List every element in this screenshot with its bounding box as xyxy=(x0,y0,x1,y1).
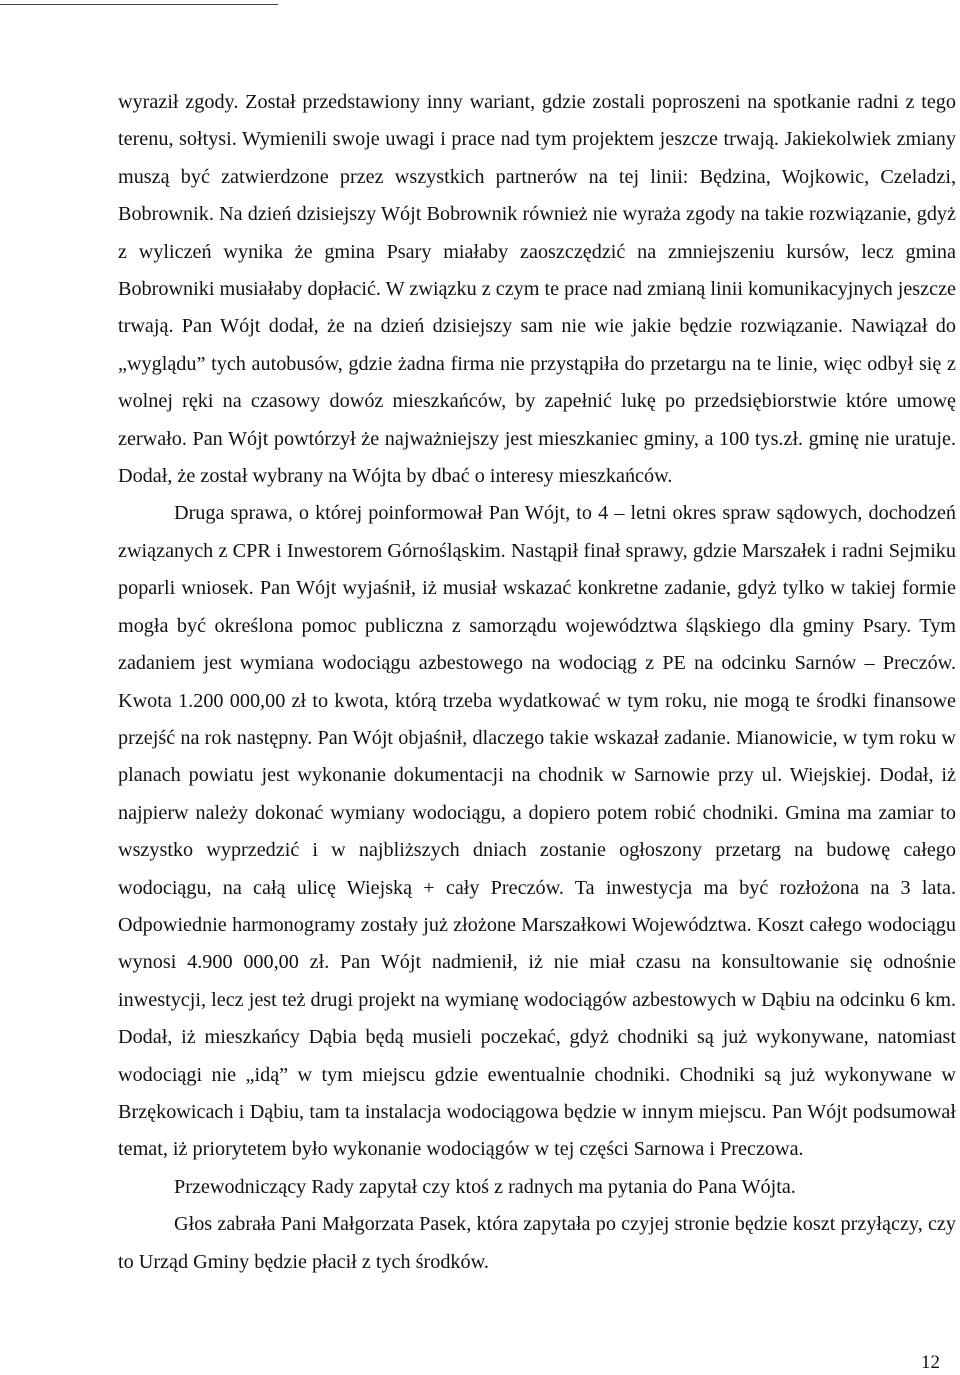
paragraph-2: Druga sprawa, o której poinformował Pan Wójt, to 4 – letni okres spraw sądowych, dochodzeń związanych z CPR i Inwestorem Górnośląskim. Nastąpił finał sprawy, gdzie Marszałek i radni Sejmiku poparli wniosek. Pan Wójt wyjaśnił, iż musiał wskazać konkretne zadanie, gdyż tylko w takiej formie mogła być określona pomoc publiczna z samorządu województwa śląskiego dla gminy Psary. Tym zadaniem jest wymiana wodociągu azbestowego na wodociąg z PE na odcinku Sarnów – Preczów. Kwota 1.200 000,00 zł to kwota, którą trzeba wydatkować w tym roku, nie mogą te środki finansowe przejść na rok następny. Pan Wójt objaśnił, dlaczego takie wskazał zadanie. Mianowicie, w tym roku w planach powiatu jest wykonanie dokumentacji na chodnik w Sarnowie przy ul. Wiejskiej. Dodał, iż najpierw należy dokonać wymiany wodociągu, a dopiero potem robić chodniki. Gmina ma zamiar to wszystko wyprzedzić i w najbliższych dniach zostanie ogłoszony przetarg na budowę całego wodociągu, na całą ulicę Wiejską + cały Preczów. Ta inwestycja ma być rozłożona na 3 lata. Odpowiednie harmonogramy zostały już złożone Marszałkowi Województwa. Koszt całego wodociągu wynosi 4.900 000,00 zł. Pan Wójt nadmienił, iż nie miał czasu na konsultowanie się odnośnie inwestycji, lecz jest też drugi projekt na wymianę wodociągów azbestowych w Dąbiu na odcinku 6 km. Dodał, iż mieszkańcy Dąbia będą musieli poczekać, gdyż chodniki są już wykonywane, natomiast wodociągi nie „idą” w tym miejscu gdzie ewentualnie chodniki. Chodniki są już wykonywane w Brzękowicach i Dąbiu, tam ta instalacja wodociągowa będzie w innym miejscu. Pan Wójt podsumował temat, iż priorytetem było wykonanie wodociągów w tej części Sarnowa i Preczowa. xyxy=(118,502,956,1161)
paragraph-4: Głos zabrała Pani Małgorzata Pasek, która zapytała po czyjej stronie będzie koszt przyłączy, czy to Urząd Gminy będzie płacił z tych środków. xyxy=(118,1213,956,1273)
document-page xyxy=(118,84,956,1281)
top-rule xyxy=(0,4,278,5)
paragraph-3: Przewodniczący Rady zapytał czy ktoś z radnych ma pytania do Pana Wójta. xyxy=(174,1175,796,1198)
page-number: 12 xyxy=(921,1352,940,1373)
paragraph-1: wyraził zgody. Został przedstawiony inny wariant, gdzie zostali poproszeni na spotkanie radni z tego terenu, sołtysi. Wymienili swoje uwagi i prace nad tym projektem jeszcze trwają. Jakiekolwiek zmiany muszą być zatwierdzone przez wszystkich partnerów na tej linii: Będzina, Wojkowic, Czeladzi, Bobrownik. Na dzień dzisiejszy Wójt Bobrownik również nie wyraża zgody na takie rozwiązanie, gdyż z wyliczeń wynika że gmina Psary miałaby zaoszczędzić na zmniejszeniu kursów, lecz gmina Bobrowniki musiałaby dopłacić. W związku z czym te prace nad zmianą linii komunikacyjnych jeszcze trwają. Pan Wójt dodał, że na dzień dzisiejszy sam nie wie jakie będzie rozwiązanie. Nawiązał do „wyglądu” tych autobusów, gdzie żadna firma nie przystąpiła do przetargu na te linie, więc odbył się z wolnej ręki na czasowy dowóz mieszkańców, by zapełnić lukę po przedsiębiorstwie które umowę zerwało. Pan Wójt powtórzył że najważniejszy jest mieszkaniec gminy, a 100 tys.zł. gminę nie uratuje. Dodał, że został wybrany na Wójta by dbać o interesy mieszkańców. xyxy=(118,91,956,488)
